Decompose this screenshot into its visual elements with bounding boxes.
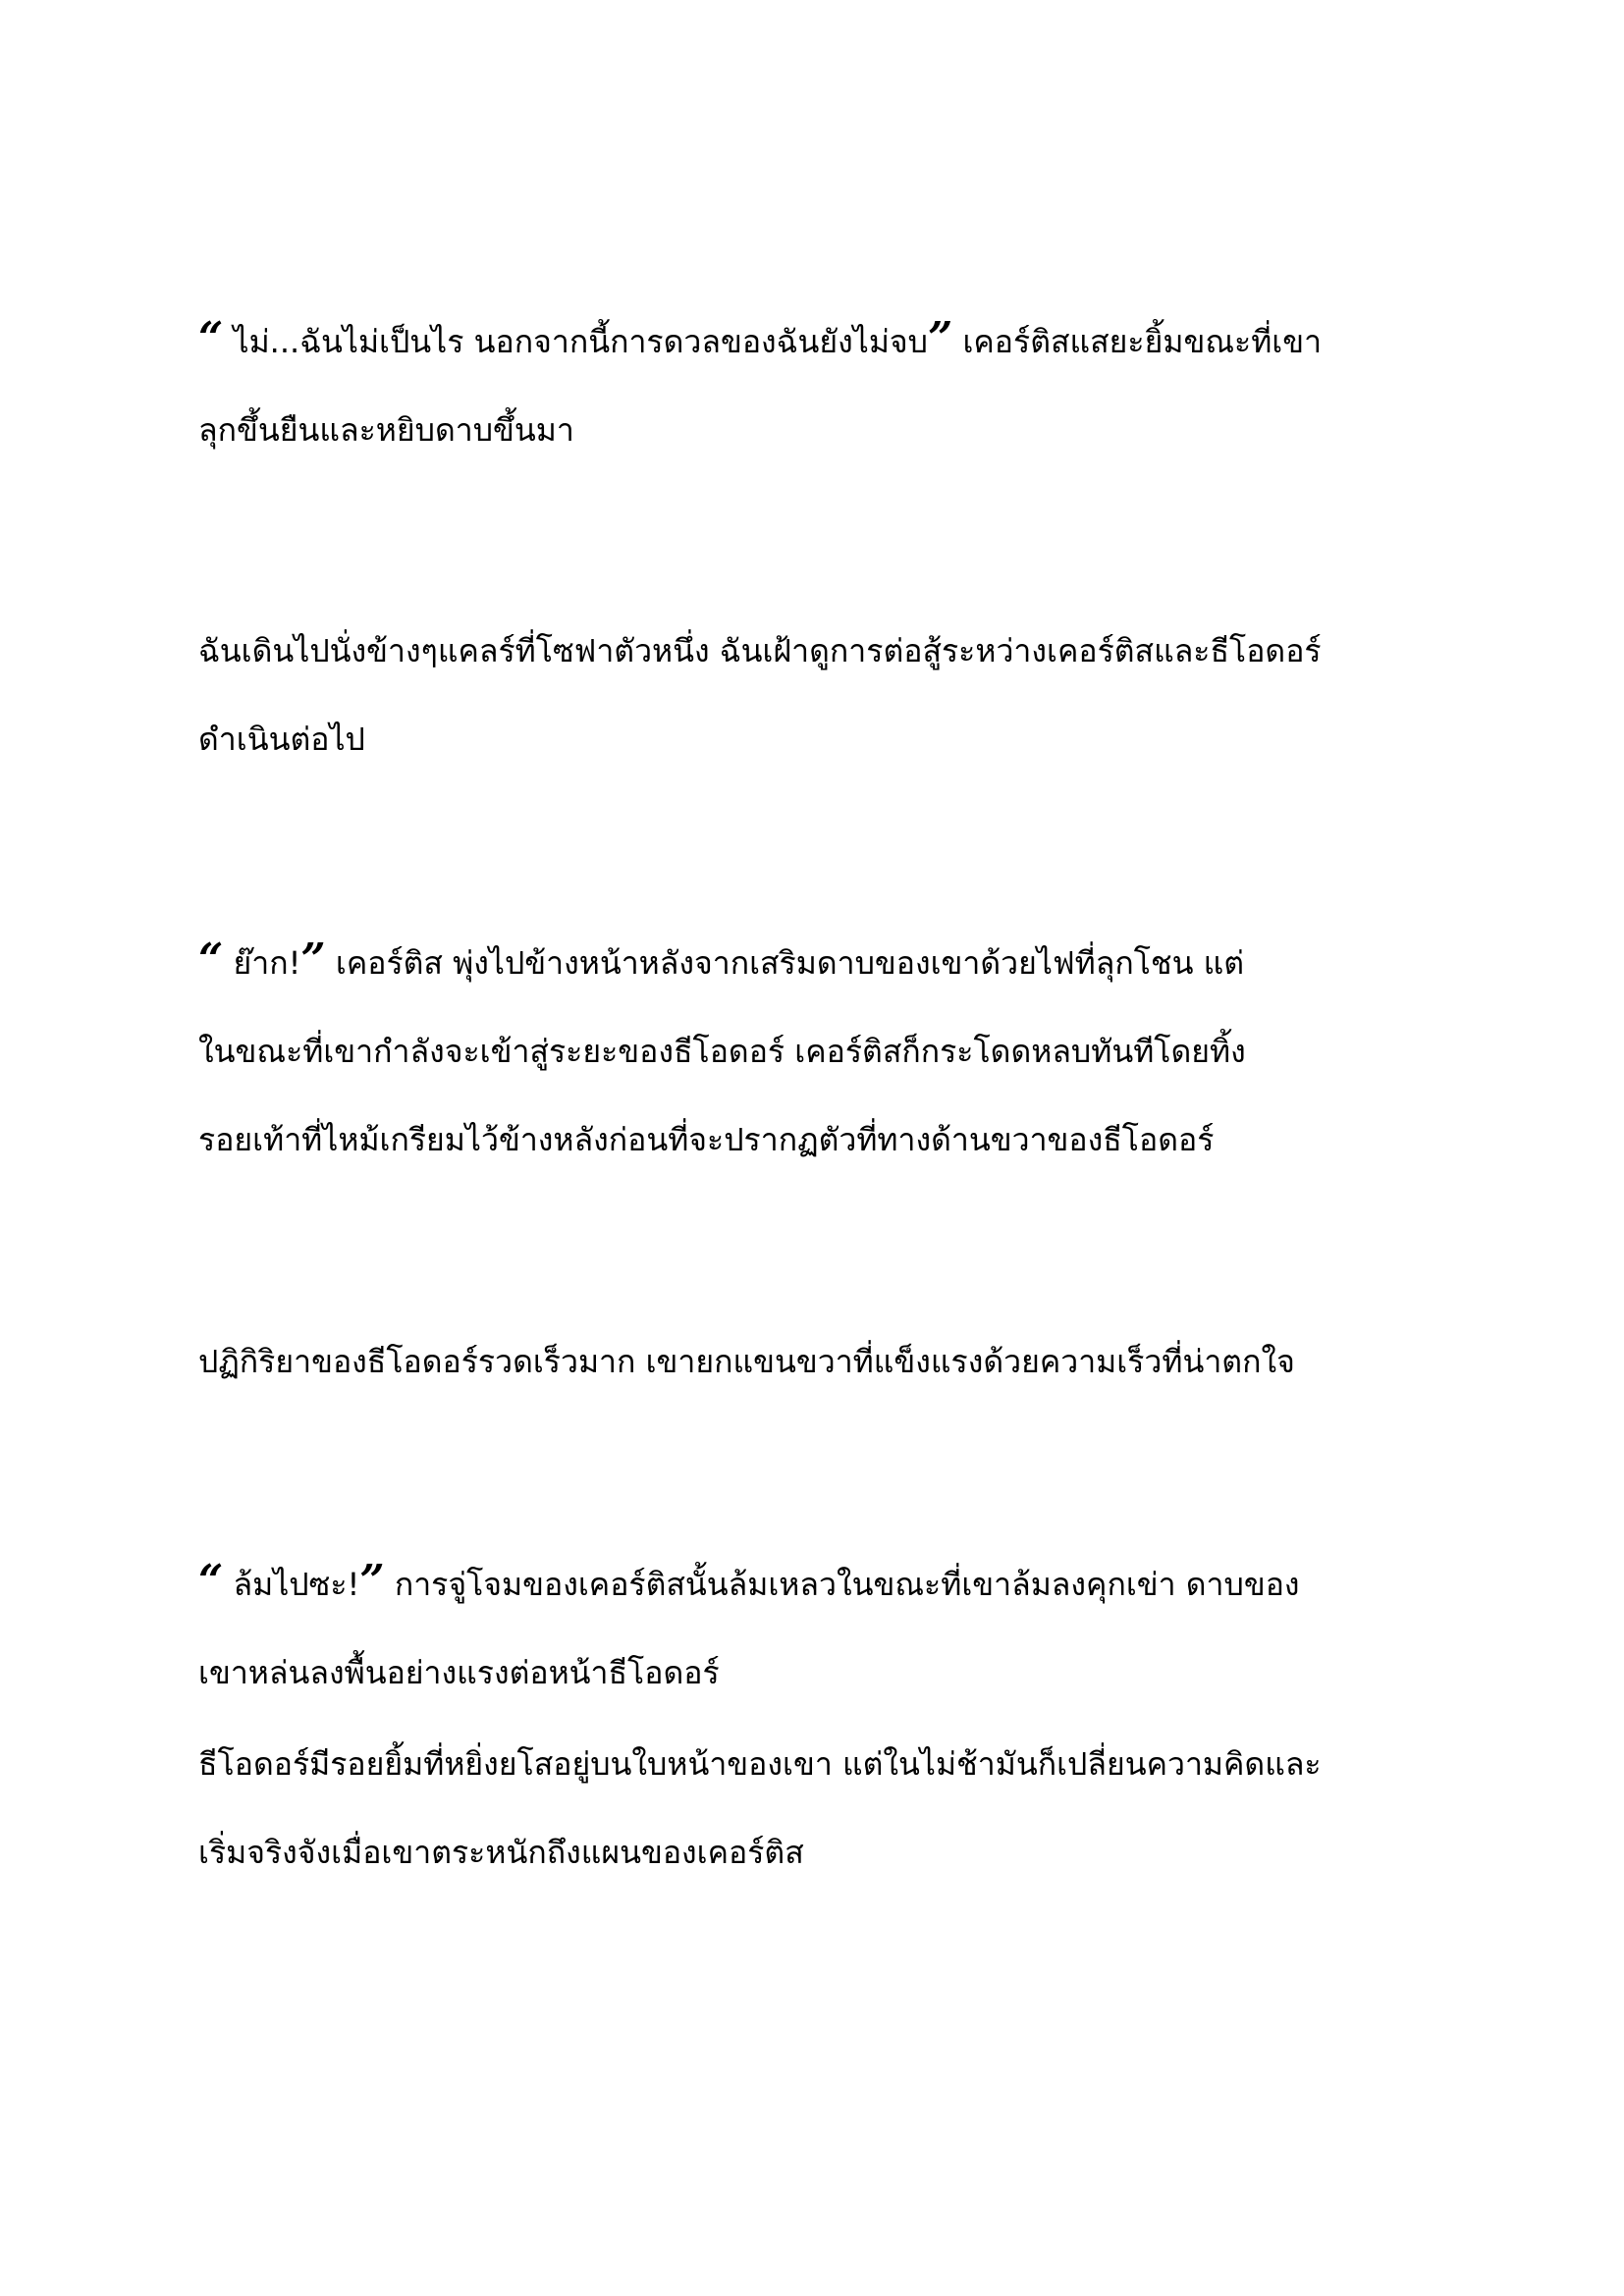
narration-text: เคอร์ติสแสยะยิ้มขณะที่เขา ลุกขึ้นยืนและหยิบดาบขึ้นมา bbox=[198, 323, 1323, 449]
narration-text: การจู่โจมของเคอร์ติสนั้นล้มเหลวในขณะที่เขาล้มลงคุกเข่า ดาบของ เขาหล่นลงพื้นอย่างแรงต่อหน้าธีโอดอร์ bbox=[198, 1566, 1300, 1691]
paragraph-2: ฉันเดินไปนั่งข้างๆแคลร์ที่โซฟาตัวหนึ่ง ฉันเฝ้าดูการต่อสู้ระหว่างเคอร์ติสและธีโอดอร์ ดำเนินต่อไป bbox=[198, 632, 1322, 758]
paragraph-3 bbox=[198, 916, 1435, 1184]
open-quote-mark: “ bbox=[198, 934, 224, 985]
dialogue-text: ไม่...ฉันไม่เป็นไร นอกจากนี้การดวลของฉันยังไม่จบ bbox=[223, 323, 928, 360]
open-quote-mark: “ bbox=[198, 313, 224, 363]
paragraph-1 bbox=[198, 294, 1435, 474]
dialogue-text: ย๊าก! bbox=[223, 944, 301, 982]
narration-text: เคอร์ติส พุ่งไปข้างหน้าหลังจากเสริมดาบของเขาด้วยไฟที่ลุกโชน แต่ ในขณะที่เขากำลังจะเข้าสู่ระยะของธีโอดอร์ เคอร์ติสก็กระโดดหลบทันทีโดยทิ้ง รอยเท้าที่ไหม้เกรียมไว้ข้างหลังก่อนที่จะปรากฏตัวที่ทางด้านขวาของธีโอดอร์ bbox=[198, 944, 1246, 1158]
paragraph-4: ปฏิกิริยาของธีโอดอร์รวดเร็วมาก เขายกแขนขวาที่แข็งแรงด้วยความเร็วที่น่าตกใจ bbox=[198, 1343, 1295, 1380]
paragraph-6: ธีโอดอร์มีรอยยิ้มที่หยิ่งยโสอยู่บนใบหน้าของเขา แต่ในไม่ช้ามันก็เปลี่ยนความคิดและ เริ่มจริงจังเมื่อเขาตระหนักถึงแผนของเคอร์ติส bbox=[198, 1745, 1322, 1871]
dialogue-text: ล้มไปซะ! bbox=[223, 1566, 360, 1603]
open-quote-mark: “ bbox=[198, 1556, 224, 1606]
close-quote-mark: ” bbox=[359, 1556, 385, 1606]
close-quote-mark: ” bbox=[300, 934, 326, 985]
paragraph-5 bbox=[198, 1537, 1435, 1717]
close-quote-mark: ” bbox=[927, 313, 953, 363]
